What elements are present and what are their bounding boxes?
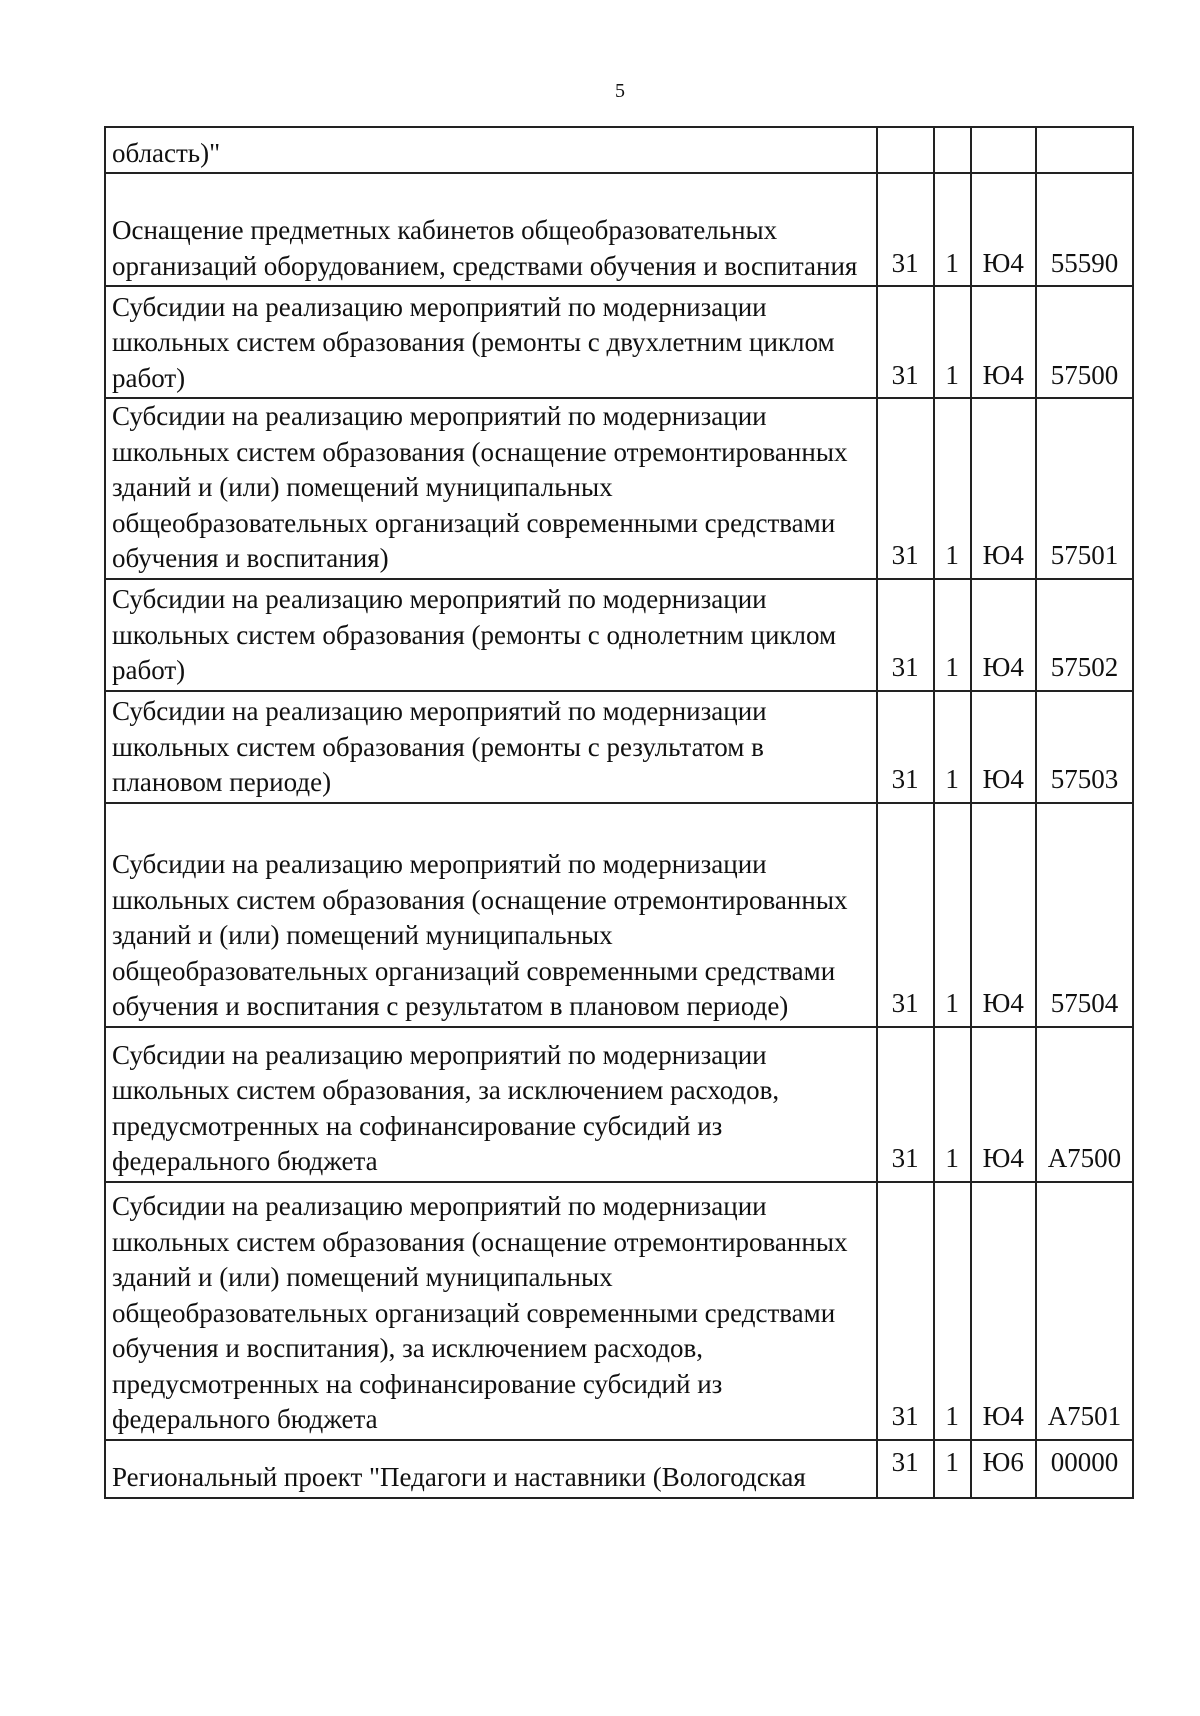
table-row (105, 1182, 1133, 1440)
table-row (105, 286, 1133, 398)
table-row (105, 1440, 1133, 1498)
code-section: 31 (877, 398, 934, 579)
code-subsection: 1 (934, 286, 971, 398)
code-project: Ю4 (971, 691, 1036, 803)
code-expense: 57500 (1036, 286, 1133, 398)
code-expense: А7500 (1036, 1027, 1133, 1182)
row-description: Субсидии на реализацию мероприятий по модернизации школьных систем образования (оснащение отремонтированных зданий и (или) помещений муниципальных общеобразовательных организаций современными средствами обучения и воспитания с результатом в плановом периоде) (105, 803, 877, 1027)
row-description: Субсидии на реализацию мероприятий по модернизации школьных систем образования (оснащение отремонтированных зданий и (или) помещений муниципальных общеобразовательных организаций современными средствами обучения и воспитания), за исключением расходов, предусмотренных на софинансирование субсидий из федерального бюджета (105, 1182, 877, 1440)
code-section: 31 (877, 691, 934, 803)
row-description: Субсидии на реализацию мероприятий по модернизации школьных систем образования, за исключением расходов, предусмотренных на софинансирование субсидий из федерального бюджета (105, 1027, 877, 1182)
code-project: Ю4 (971, 1027, 1036, 1182)
code-project: Ю4 (971, 803, 1036, 1027)
table-row (105, 803, 1133, 1027)
code-expense: А7501 (1036, 1182, 1133, 1440)
code-subsection (934, 127, 971, 173)
code-expense: 57504 (1036, 803, 1133, 1027)
page-number: 5 (615, 80, 625, 102)
code-subsection: 1 (934, 691, 971, 803)
code-project: Ю4 (971, 398, 1036, 579)
table-row (105, 1027, 1133, 1182)
code-project: Ю4 (971, 579, 1036, 691)
code-section: 31 (877, 173, 934, 286)
code-section: 31 (877, 1182, 934, 1440)
table-row (105, 398, 1133, 579)
code-subsection: 1 (934, 1182, 971, 1440)
code-section (877, 127, 934, 173)
code-section: 31 (877, 1027, 934, 1182)
code-section: 31 (877, 803, 934, 1027)
table-row (105, 691, 1133, 803)
code-expense: 57501 (1036, 398, 1133, 579)
code-expense: 55590 (1036, 173, 1133, 286)
row-description: Субсидии на реализацию мероприятий по модернизации школьных систем образования (ремонты с однолетним циклом работ) (105, 579, 877, 691)
code-section: 31 (877, 1440, 934, 1498)
row-description: Региональный проект "Педагоги и наставники (Вологодская (105, 1440, 877, 1498)
code-expense: 57502 (1036, 579, 1133, 691)
table-row (105, 173, 1133, 286)
code-section: 31 (877, 286, 934, 398)
table-row (105, 127, 1133, 173)
code-project: Ю4 (971, 286, 1036, 398)
code-expense: 57503 (1036, 691, 1133, 803)
row-description: Оснащение предметных кабинетов общеобразовательных организаций оборудованием, средствами обучения и воспитания (105, 173, 877, 286)
budget-classification-table (104, 126, 1134, 1499)
code-project: Ю6 (971, 1440, 1036, 1498)
code-subsection: 1 (934, 398, 971, 579)
code-project: Ю4 (971, 1182, 1036, 1440)
row-description: Субсидии на реализацию мероприятий по модернизации школьных систем образования (ремонты с двухлетним циклом работ) (105, 286, 877, 398)
code-project (971, 127, 1036, 173)
code-expense: 00000 (1036, 1440, 1133, 1498)
code-project: Ю4 (971, 173, 1036, 286)
code-subsection: 1 (934, 1027, 971, 1182)
code-subsection: 1 (934, 1440, 971, 1498)
code-subsection: 1 (934, 173, 971, 286)
row-description: область)" (105, 127, 877, 173)
code-subsection: 1 (934, 579, 971, 691)
code-subsection: 1 (934, 803, 971, 1027)
code-expense (1036, 127, 1133, 173)
code-section: 31 (877, 579, 934, 691)
table-row (105, 579, 1133, 691)
row-description: Субсидии на реализацию мероприятий по модернизации школьных систем образования (ремонты с результатом в плановом периоде) (105, 691, 877, 803)
row-description: Субсидии на реализацию мероприятий по модернизации школьных систем образования (оснащение отремонтированных зданий и (или) помещений муниципальных общеобразовательных организаций современными средствами обучения и воспитания) (105, 398, 877, 579)
